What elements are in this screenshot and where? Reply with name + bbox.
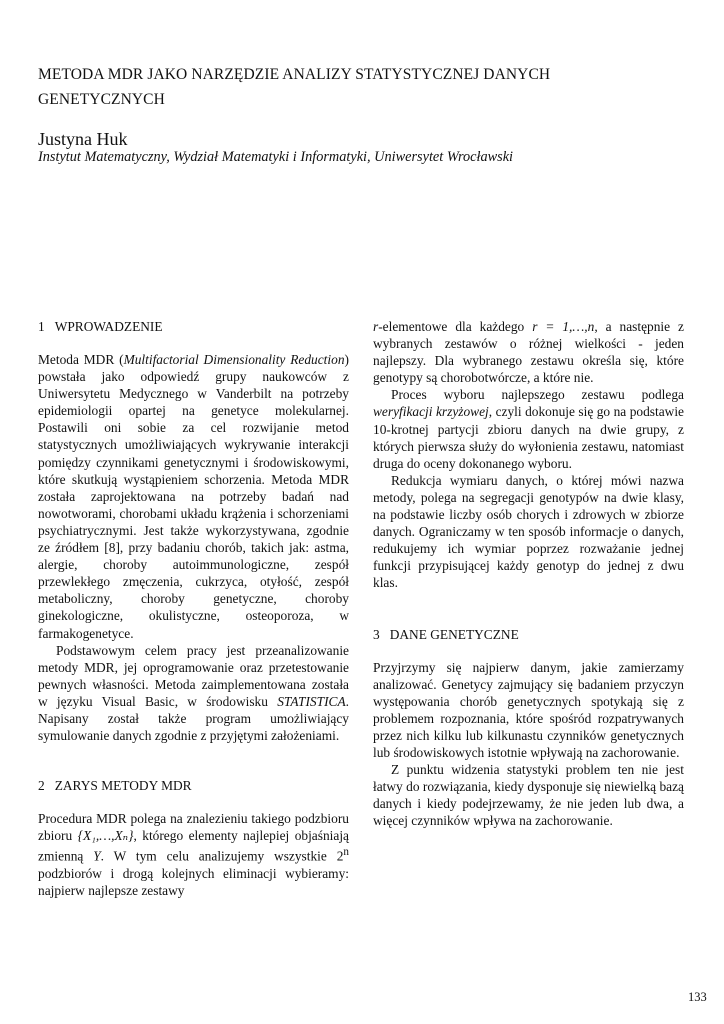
text-run: ) powstała jako odpowiedź grupy naukowców z Uniwersytetu Medycznego w Vanderbilt na potrzeby epidemiologii opartej na genetyce molekularnej. Postawili oni sobie za cel rozwijanie metod statystycznych umożliwiających wykrywanie interakcji pomiędzy czynnikami genetycznymi i środowiskowymi, które skutkują wystąpieniem schorzenia. Metoda MDR została zaprojektowana na potrzeby badań nad nowotworami, chorobami układu krążenia i schorzeniami psychiatrycznymi. Jest także wykorzystywana, zgodnie ze źródłem [8], przy badaniu chorób, takich jak: astma, alergie, choroby autoimmunologiczne, zespół przewlekłego zmęczenia, cukrzyca, otyłość, zespół metaboliczny, choroby genetyczne, choroby ginekologiczne, okulistyczne, osteoporoza, w farmakogenetyce. — [38, 352, 349, 641]
text-run: , a następnie z wybranych zestawów o różnej wielkości - jeden najlepszy. Dla wybranego zestawu określa się, które genotypy są chorobotwórcze, a które nie. — [373, 319, 684, 386]
text-run: -elementowe dla każdego — [378, 319, 533, 334]
section-number: 3 — [373, 626, 380, 642]
section-heading-method-outline — [38, 777, 349, 794]
text-run: , którego elementy najlepiej objaśniają zmienną — [38, 828, 349, 864]
author-affiliation: Instytut Matematyczny, Wydział Matematyki i Informatyki, Uniwersytet Wrocławski — [38, 149, 514, 165]
method-paragraph-3: Redukcja wymiaru danych, o której mówi nazwa metody, polega na segregacji genotypów na dwie klasy, na podstawie liczby osób chorych i zdrowych w zbiorze danych. Ograniczamy w ten sposób informacje o danych, redukujemy ich wymiar poprzez rozważanie jednej funkcji przypisującej każdy genotyp do jednej z dwu klas. — [373, 472, 684, 591]
math-variable: r — [373, 319, 379, 334]
superscript: n — [343, 846, 349, 859]
page-number: 133 — [688, 990, 707, 1004]
text-run: Podstawowym celem pracy jest przeanalizowanie metody MDR, jej oprogramowanie oraz przetestowanie pewnych własności. Metoda zaimplementowana została w języku Visual Basic, w środowisku — [38, 642, 349, 709]
method-paragraph-1-end — [373, 318, 684, 386]
section-number: 1 — [38, 319, 45, 334]
text-run: , czyli dokonuje się go na podstawie 10-krotnej partycji zbioru danych na dwie grupy, z których pierwsza służy do wyłonienia zestawu, natomiast druga do oceny dokonanego wyboru. — [373, 404, 684, 471]
math-set: {X₁,…,Xₙ} — [77, 828, 134, 844]
section-title: WPROWADZENIE — [54, 319, 163, 334]
math-variable: Y — [93, 848, 101, 864]
section-title: ZARYS METODY MDR — [54, 778, 192, 794]
text-run: Proces wyboru najlepszego zestawu podlega — [391, 387, 684, 403]
emphasis-text: weryfikacji krzyżowej — [373, 404, 489, 420]
author-name: Justyna Huk — [38, 129, 128, 149]
data-paragraph-1: Przyjrzymy się najpierw danym, jakie zamierzamy analizować. Genetycy zajmujący się badaniem przyczyn występowania chorób genetycznych spotykają się z problemem rozpoznania, które spośród rozpatrywanych przez nich kilku lub kilkunastu czynników genetycznych lub środowiskowych istotnie wpływają na zachorowanie. — [373, 659, 684, 760]
data-paragraph-2: Z punktu widzenia statystyki problem ten nie jest łatwy do rozwiązania, kiedy dysponuje się niewielką bazą danych i kiedy podejrzewamy, że nie jeden lub dwa, a więcej czynników wpływa na zachorowanie. — [373, 762, 684, 829]
paper-title: METODA MDR JAKO NARZĘDZIE ANALIZY STATYSTYCZNEJ DANYCH GENETYCZNYCH — [38, 66, 551, 108]
text-run: Procedura MDR polega na znalezieniu takiego podzbioru zbioru — [38, 811, 349, 844]
text-run: podzbiorów i drogą kolejnych eliminacji wybieramy: najpierw najlepsze zestawy — [38, 865, 349, 898]
text-run: . Napisany został także program umożliwiający symulowanie danych zgodnie z przyjętymi założeniami. — [38, 693, 349, 744]
section-number: 2 — [38, 778, 45, 794]
text-run: Metoda MDR ( — [38, 352, 124, 367]
method-paragraph-1-start — [38, 810, 349, 899]
method-paragraph-2 — [373, 386, 684, 471]
math-range: r = 1,…,n — [532, 319, 595, 334]
intro-paragraph-2 — [38, 642, 349, 745]
right-column — [373, 318, 684, 829]
text-run: . W tym celu analizujemy wszystkie 2 — [100, 848, 344, 864]
intro-paragraph-1 — [38, 351, 349, 642]
emphasis-text: Multifactorial Dimensionality Reduction — [123, 352, 345, 367]
section-heading-introduction — [38, 318, 349, 335]
emphasis-text: STATISTICA — [277, 693, 346, 709]
section-heading-genetic-data — [373, 626, 684, 643]
left-column — [38, 318, 349, 899]
section-title: DANE GENETYCZNE — [389, 626, 519, 642]
